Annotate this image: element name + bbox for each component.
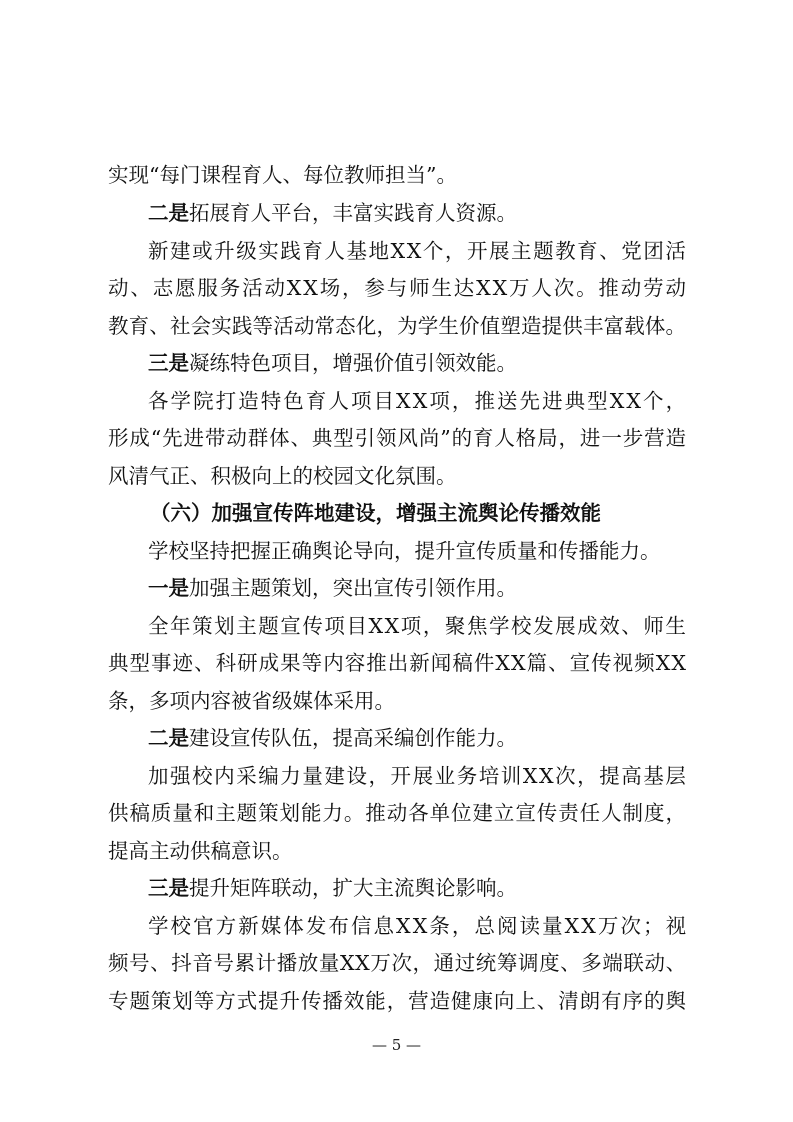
text-line (148, 234, 686, 268)
text-line (150, 496, 686, 530)
text-segment: 专题策划等方式提升传播效能，营造健康向上、清朗有序的舆 (108, 989, 687, 1013)
text-segment: 学校官方新媒体发布信息XX条，总阅读量XX万次；视 (148, 914, 689, 938)
text-segment: 条，多项内容被省级媒体采用。 (108, 689, 395, 713)
text-segment: 动、志愿服务活动XX场，参与师生达XX万人次。推动劳动 (108, 276, 688, 300)
text-line (148, 534, 686, 568)
lead-phrase: 一是 (148, 576, 189, 600)
text-line (108, 796, 686, 830)
text-line (148, 196, 686, 230)
text-segment: 拓展育人平台，丰富实践育人资源。 (189, 201, 517, 225)
text-line (148, 909, 689, 943)
text-segment: 供稿质量和主题策划能力。推动各单位建立宣传责任人制度， (108, 801, 687, 825)
lead-phrase: 二是 (148, 201, 189, 225)
text-segment: 风清气正、积极向上的校园文化氛围。 (108, 464, 457, 488)
text-segment: 凝练特色项目，增强价值引领效能。 (189, 351, 517, 375)
text-segment: 全年策划主题宣传项目XX项，聚焦学校发展成效、师生 (148, 614, 688, 638)
text-line (108, 684, 686, 718)
text-line (108, 421, 686, 455)
text-segment: 加强主题策划，突出宣传引领作用。 (189, 576, 517, 600)
text-line (108, 984, 686, 1018)
text-line (148, 571, 686, 605)
text-segment: 典型事迹、科研成果等内容推出新闻稿件XX篇、宣传视频XX (108, 651, 687, 675)
text-segment: 各学院打造特色育人项目XX项，推送先进典型XX个， (148, 389, 689, 413)
section-heading: （六）加强宣传阵地建设，增强主流舆论传播效能 (150, 501, 601, 525)
text-line (148, 759, 686, 793)
page-number: — 5 — (371, 1036, 422, 1054)
text-segment: 形成“先进带动群体、典型引领风尚”的育人格局，进一步营造 (108, 426, 687, 450)
lead-phrase: 三是 (148, 351, 189, 375)
text-line (108, 834, 686, 868)
text-line (148, 346, 686, 380)
text-segment: 实现“每门课程育人、每位教师担当”。 (108, 163, 457, 187)
text-line (148, 721, 686, 755)
text-line (108, 459, 686, 493)
text-line (148, 609, 686, 643)
text-segment: 提升矩阵联动，扩大主流舆论影响。 (189, 876, 517, 900)
text-line (108, 309, 686, 343)
lead-phrase: 三是 (148, 876, 189, 900)
text-segment: 教育、社会实践等活动常态化，为学生价值塑造提供丰富载体。 (108, 314, 687, 338)
text-segment: 频号、抖音号累计播放量XX万次，通过统筹调度、多端联动、 (108, 951, 687, 975)
text-line (108, 158, 686, 192)
text-line (108, 271, 686, 305)
lead-phrase: 二是 (148, 726, 189, 750)
text-segment: 新建或升级实践育人基地XX个，开展主题教育、党团活 (148, 239, 688, 263)
text-line (108, 646, 686, 680)
text-segment: 学校坚持把握正确舆论导向，提升宣传质量和传播能力。 (148, 539, 661, 563)
text-line (108, 946, 686, 980)
text-segment: 提高主动供稿意识。 (108, 839, 293, 863)
text-segment: 加强校内采编力量建设，开展业务培训XX次，提高基层 (148, 764, 688, 788)
text-line (148, 384, 689, 418)
text-segment: 建设宣传队伍，提高采编创作能力。 (189, 726, 517, 750)
text-line (148, 871, 686, 905)
